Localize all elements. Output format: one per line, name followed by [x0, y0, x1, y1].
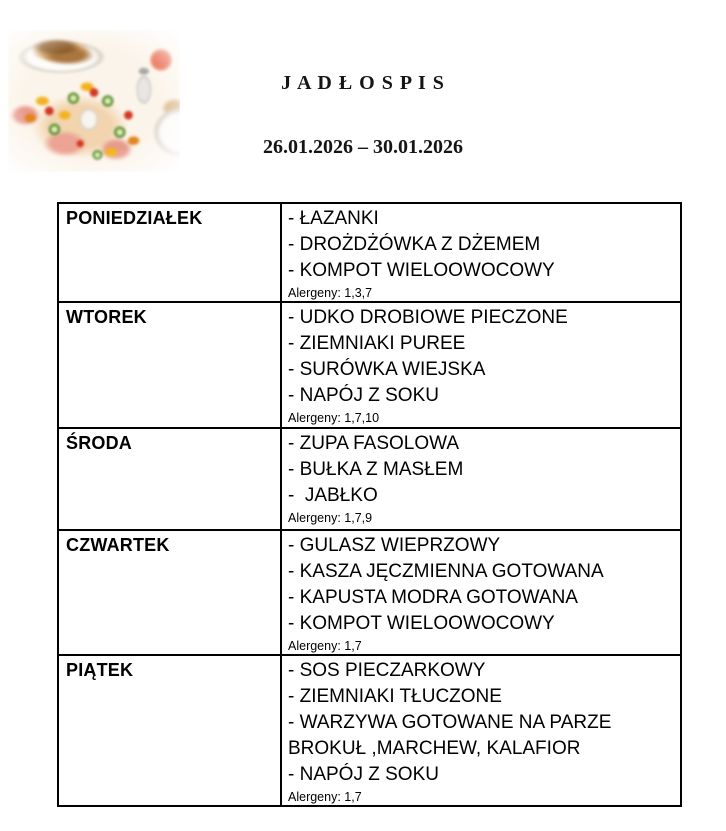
- meals-cell: [281, 302, 681, 428]
- meal-item: - NAPÓJ Z SOKU: [288, 385, 439, 406]
- page-title: J A D Ł O S P I S: [281, 72, 445, 94]
- meal-item: - BUŁKA Z MASŁEM: [288, 459, 464, 480]
- date-range: 26.01.2026 – 30.01.2026: [263, 136, 463, 158]
- meal-item: - KOMPOT WIELOOWOCOWY: [288, 260, 555, 281]
- meal-item: - SURÓWKA WIEJSKA: [288, 359, 486, 380]
- meal-item: - ZIEMNIAKI TŁUCZONE: [288, 686, 502, 707]
- day-cell: [58, 302, 281, 428]
- meal-item: - UDKO DROBIOWE PIECZONE: [288, 307, 568, 328]
- day-cell: [58, 655, 281, 806]
- meals-cell: [281, 428, 681, 530]
- day-label: PIĄTEK: [66, 660, 134, 680]
- table-row-tuesday: [58, 302, 681, 428]
- meal-item: - JABŁKO: [288, 485, 378, 506]
- meal-item: - ZIEMNIAKI PUREE: [288, 333, 466, 354]
- meal-item: - DROŻDŻÓWKA Z DŻEMEM: [288, 234, 541, 255]
- day-label: PONIEDZIAŁEK: [66, 208, 203, 228]
- day-label: ŚRODA: [66, 433, 133, 453]
- table-row-wednesday: [58, 428, 681, 530]
- table-row-monday: [58, 203, 681, 302]
- meal-item: - ŁAZANKI: [288, 208, 379, 229]
- allergen-note: Alergeny: 1,7,10: [288, 411, 380, 425]
- meal-item: - NAPÓJ Z SOKU: [288, 764, 439, 785]
- meal-item: - KAPUSTA MODRA GOTOWANA: [288, 587, 578, 608]
- meal-item: - GULASZ WIEPRZOWY: [288, 535, 501, 556]
- meal-item: BROKUŁ ,MARCHEW, KALAFIOR: [288, 738, 581, 759]
- allergen-note: Alergeny: 1,3,7: [288, 286, 373, 300]
- day-cell: [58, 428, 281, 530]
- allergen-note: Alergeny: 1,7,9: [288, 511, 373, 525]
- meal-item: - KOMPOT WIELOOWOCOWY: [288, 613, 555, 634]
- table-row-thursday: [58, 530, 681, 655]
- allergen-note: Alergeny: 1,7: [288, 790, 362, 804]
- day-cell: [58, 203, 281, 302]
- allergen-note: Alergeny: 1,7: [288, 639, 362, 653]
- meal-item: - WARZYWA GOTOWANE NA PARZE: [288, 712, 612, 733]
- day-label: CZWARTEK: [66, 535, 170, 555]
- table-row-friday: [58, 655, 681, 806]
- meals-cell: [281, 655, 681, 806]
- day-label: WTOREK: [66, 307, 147, 327]
- meal-item: - ZUPA FASOLOWA: [288, 433, 460, 454]
- day-cell: [58, 530, 281, 655]
- weekly-menu-table: [57, 202, 682, 807]
- meal-item: - KASZA JĘCZMIENNA GOTOWANA: [288, 561, 604, 582]
- meals-cell: [281, 530, 681, 655]
- meals-cell: [281, 203, 681, 302]
- meal-item: - SOS PIECZARKOWY: [288, 660, 486, 681]
